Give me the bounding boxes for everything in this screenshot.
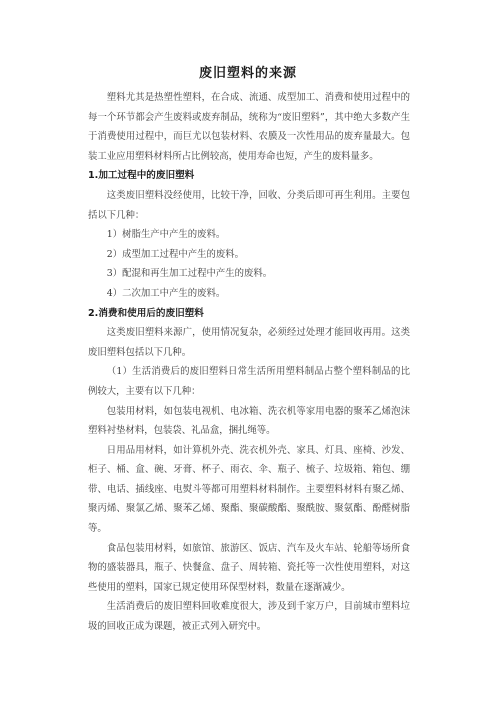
- section-heading-processing: 1.加工过程中的废旧塑料: [88, 170, 195, 182]
- daily-goods-paragraph: 日用品用材料，如计算机外壳、洗衣机外壳、家具、灯具、座椅、沙发、柜子、桶、盒、碗、牙膏、杯子、雨衣、伞、瓶子、梳子、垃圾箱、箱包、绷带、电话、插线座、电熨斗等都可用塑料材料制作。主要塑料材料有聚乙烯、聚丙烯、聚氯乙烯、聚苯乙烯、聚酯、聚碳酸酯、聚酰胺、聚氨酯、酚醛树脂等。: [88, 444, 410, 535]
- packaging-paragraph: 包装用材料，如包装电视机、电冰箱、洗衣机等家用电器的聚苯乙烯泡沫塑料衬垫材料，包装袋、礼品盒，捆扎绳等。: [88, 405, 410, 437]
- document-body: [88, 88, 410, 637]
- section2-sub1: （1）生活消费后的废旧塑料日常生活所用塑料制品占整个塑料制品的比例较大，主要有以下几种：: [88, 366, 410, 397]
- list-item: 1）树脂生产中产生的废料。: [106, 229, 226, 241]
- list-item: 4）二次加工中产生的废料。: [106, 287, 226, 299]
- section1-intro: 这类废旧塑料没经使用，比较干净，回收、分类后即可再生利用。主要包括以下几种：: [88, 189, 410, 221]
- document-title: 废旧塑料的来源: [198, 66, 297, 81]
- section-heading-consumption: 2.消费和使用后的废旧塑料: [88, 307, 204, 319]
- food-packaging-paragraph: 食品包装用材料，如旅馆、旅游区、饭店、汽车及火车站、轮船等场所食物的盛装器具，瓶子、快餐盒、盘子、周转箱、瓷托等一次性使用塑料，对这些使用的塑料，国家已规定使用环保型材料，数量在逐渐减少。: [88, 542, 410, 593]
- closing-paragraph: 生活消费后的废旧塑料回收难度很大，涉及到千家万户，目前城市塑料垃圾的回收正成为课题，被正式列入研究中。: [88, 601, 410, 633]
- list-item: 3）配混和再生加工过程中产生的废料。: [106, 268, 273, 280]
- section2-intro: 这类废旧塑料来源广，使用情况复杂，必须经过处理才能回收再用。这类废旧塑料包括以下几种。: [88, 327, 410, 358]
- intro-paragraph: 塑料尤其是热塑性塑料，在合成、流通、成型加工、消费和使用过程中的每一个环节都会产生废料或废弃制品，统称为“废旧塑料”，其中绝大多数产生于消费使用过程中，而巨尤以包装材料、农膜及一次性用品的废弃量最大。包装工业应用塑料材料所占比例较高，使用寿命也短，产生的废料量多。: [88, 92, 410, 162]
- list-item: 2）成型加工过程中产生的废料。: [106, 248, 245, 260]
